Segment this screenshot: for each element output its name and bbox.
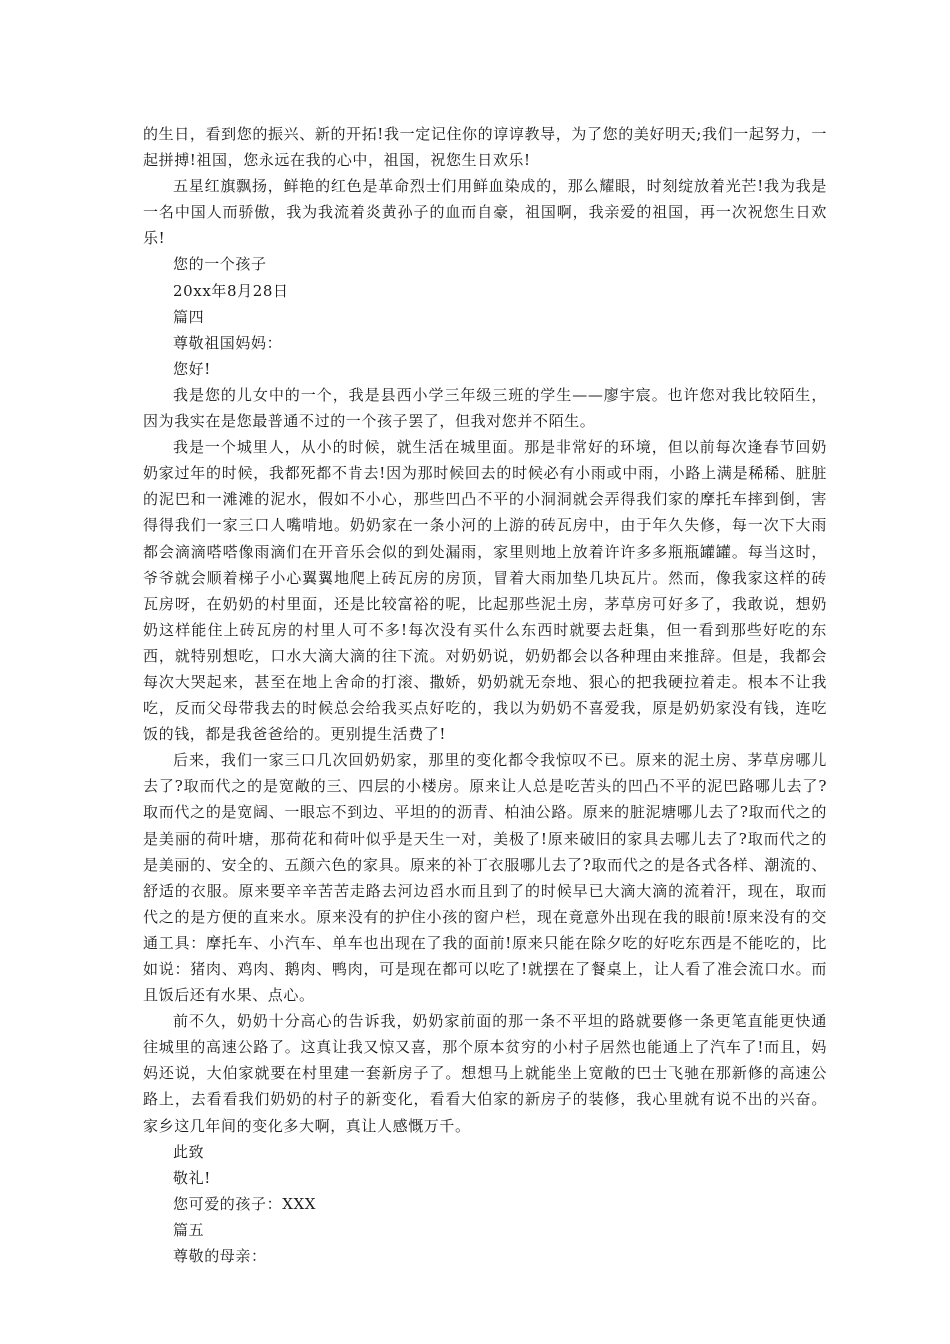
- signature-child: 您可爱的孩子：XXX: [173, 1194, 317, 1213]
- paragraph-old-village: 我是一个城里人，从小的时候，就生活在城里面。那是非常好的环境，但以前每次逢春节回奶奶家过年的时候，我都死都不肯去!因为那时候回去的时候必有小雨或中雨，小路上满是稀稀、脏脏的泥巴和一滩滩的泥水，假如不小心，那些凹凸不平的小洞洞就会弄得我们家的摩托车摔到倒，害得得我们一家三口人嘴啃地。奶奶家在一条小河的上游的砖瓦房中，由于年久失修，每一次下大雨都会滴滴嗒嗒像雨滴们在开音乐会似的到处漏雨，家里则地上放着许许多多瓶瓶罐罐。每当这时，爷爷就会顺着梯子小心翼翼地爬上砖瓦房的房顶，冒着大雨加垫几块瓦片。然而，像我家这样的砖瓦房呀，在奶奶的村里面，还是比较富裕的呢，比起那些泥土房，茅草房可好多了，我敢说，想奶奶这样能住上砖瓦房的村里人可不多!每次没有买什么东西时就要去赶集，但一看到那些好吃的东西，就特别想吃，口水大滴大滴的往下流。对奶奶说，奶奶都会以各种理由来推辞。但是，我都会每次大哭起来，甚至在地上舍命的打滚、撒娇，奶奶就无奈地、狠心的把我硬拉着走。根本不让我吃，反而父母带我去的时候总会给我买点好吃的，我以为奶奶不喜爱我，原是奶奶家没有钱，连吃饭的钱，都是我爸爸给的。更别提生活费了!: [143, 438, 827, 744]
- paragraph-birthday-wishes: 的生日，看到您的振兴、新的开拓!我一定记住你的谆谆教导，为了您的美好明天;我们一起努力，一起拼搏!祖国，您永远在我的心中，祖国，祝您生日欢乐!: [143, 125, 827, 170]
- salutation-mother: 尊敬的母亲：: [173, 1247, 267, 1266]
- paragraph-five-star-flag: 五星红旗飘扬，鲜艳的红色是革命烈士们用鲜血染成的，那么耀眼，时刻绽放着光芒!我为我是一名中国人而骄傲，我为我流着炎黄孙子的血而自豪，祖国啊，我亲爱的祖国，再一次祝您生日欢乐!: [143, 177, 827, 248]
- closing-jingli: 敬礼!: [173, 1168, 211, 1187]
- section-heading-5: 篇五: [173, 1220, 205, 1239]
- paragraph-introduction: 我是您的儿女中的一个，我是县西小学三年级三班的学生——廖宇宸。也许您对我比较陌生，因为我实在是您最普通不过的一个孩子罢了，但我对您并不陌生。: [143, 385, 827, 431]
- section-heading-4: 篇四: [173, 307, 205, 326]
- greeting: 您好!: [173, 359, 211, 378]
- paragraph-new-highway: 前不久，奶奶十分高心的告诉我，奶奶家前面的那一条不平坦的路就要修一条更笔直能更快通往城里的高速公路了。这真让我又惊又喜，那个原本贫穷的小村子居然也能通上了汽车了!而且，妈妈还说，大伯家就要在村里建一套新房子了。想想马上就能坐上宽敞的巴士飞驰在那新修的高速公路上，去看看我们奶奶的村子的新变化，看看大伯家的新房子的装修，我心里就有说不出的兴奋。家乡这几年间的变化多大啊，真让人感慨万千。: [143, 1012, 827, 1135]
- salutation: 尊敬祖国妈妈：: [173, 333, 283, 352]
- closing-zhici: 此致: [173, 1142, 205, 1161]
- signature-line: 您的一个孩子: [173, 255, 267, 274]
- letter-document: [143, 121, 827, 1269]
- date-line: 20xx年8月28日: [173, 281, 289, 300]
- paragraph-village-changes: 后来，我们一家三口几次回奶奶家，那里的变化都令我惊叹不已。原来的泥土房、茅草房哪儿去了?取而代之的是宽敞的三、四层的小楼房。原来让人总是吃苦头的凹凸不平的泥巴路哪儿去了?取而代之的是宽阔、一眼忘不到边、平坦的的沥青、柏油公路。原来的脏泥塘哪儿去了?取而代之的是美丽的荷叶塘，那荷花和荷叶似乎是天生一对，美极了!原来破旧的家具去哪儿去了?取而代之的是美丽的、安全的、五颜六色的家具。原来的补丁衣服哪儿去了?取而代之的是各式各样、潮流的、舒适的衣服。原来要辛辛苦苦走路去河边舀水而且到了的时候早已大滴大滴的流着汗，现在，取而代之的是方便的直来水。原来没有的护住小孩的窗户栏，现在竟意外出现在我的眼前!原来没有的交通工具：摩托车、小汽车、单车也出现在了我的面前!原来只能在除夕吃的好吃东西是不能吃的，比如说：猪肉、鸡肉、鹅肉、鸭肉，可是现在都可以吃了!就摆在了餐桌上，让人看了准会流口水。而且饭后还有水果、点心。: [143, 751, 827, 1005]
